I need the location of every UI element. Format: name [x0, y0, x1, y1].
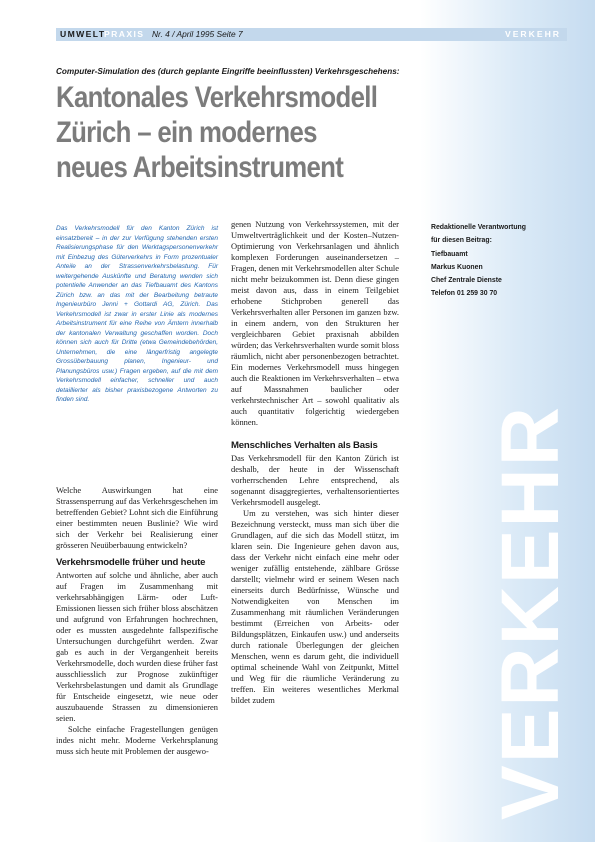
paragraph: Antworten auf solche und ähnliche, aber auch auf Fragen im Zusammenhang mit verkehrsabhängigen Lärm- oder Luft-Emissionen liessen sich früher bloss abschätzen und aufgrund von Erfahrungen hochrechnen, oder es mussten ausgedehnte fallspezifische Untersuchungen durchgeführt werden. Zwar gab es auch in der Vergangenheit bereits Verkehrsmodelle, doch wurden diese früher fast ausschliesslich zur Prognose zukünftiger Verkehrsbelastungen und damit als Grundlage für Entscheide eingesetzt, wie neue oder auszubauende Strassen zu dimensionieren seien.: [56, 570, 218, 723]
headline-line: neues Arbeitsinstrument: [56, 151, 344, 184]
subheading: Verkehrsmodelle früher und heute: [56, 557, 206, 568]
magazine-name-part2: PRAXIS: [104, 29, 145, 39]
credit-phone: Telefon 01 259 30 70: [431, 290, 498, 298]
intro-lead: Das Verkehrsmodell für den Kanton Zürich ist einsatzbereit – in der zur Verfügung stehenden ersten Realisierungsphase für den Werktagspersonenverkehr mit Einbezug des Güterverkehrs in Form prozentualer Anteile an der Strassenverkehrsbelastung. Für weitergehende Auskünfte und Beratung wenden sich potentielle Anwender an das Tiefbauamt des Kantons Zürich bzw. an das mit der Bearbeitung betraute Ingenieurbüro Jenni + Gottardi AG, Zürich. Das Verkehrsmodell ist zwar in erster Linie als modernes Arbeitsinstrument für eine Reihe von Ämtern innerhalb der kantonalen Verwaltung geschaffen worden. Doch können sich auch für Dritte (etwa Gemeindebehörden, Unternehmen, die eine längerfristig angelegte Grossüberbauung planen, Ingenieur- und Planungsbüros usw.) Fragen ergeben, auf die mit dem Verkehrsmodell einfacher, schneller und auch detaillierter als bisher praxisbezogene Antworten zu finden sind.: [56, 225, 218, 403]
magazine-name-part1: UMWELT: [60, 29, 106, 39]
paragraph: Solche einfache Fragestellungen genügen indes nicht mehr. Moderne Verkehrsplanung muss sich heute mit Problemen der ausgewo-: [56, 724, 218, 756]
credit-line: Markus Kuonen: [431, 263, 483, 271]
header-bar: [56, 28, 567, 41]
kicker: Computer-Simulation des (durch geplante Eingriffe beeinflussten) Verkehrsgeschehens:: [56, 67, 400, 76]
paragraph: genen Nutzung von Verkehrssystemen, mit der Umweltverträglichkeit und der Kosten–Nutzen-Optimierung von Verkehrsanlagen und ähnlich komplexen Forderungen auseinandersetzen – Fragen, denen mit Verkehrsmodellen alter Schule nicht mehr beizukommen ist. Denn diese gingen meist davon aus, dass in einem Teilgebiet erhobene Stichproben generell das Verkehrsverhalten aller Personen im ganzen bzw. in einem andern, von den Strukturen her vergleichbaren Gebiet praxisnah abbilden würden; das Verkehrsverhalten wurde somit bloss räumlich, nicht aber personenbezogen betrachtet. Ein modernes Verkehrsmodell muss hingegen auch die Reaktionen im Verkehrsverhalten – etwa auf Massnahmen baulicher oder verkehrstechnischer Art – sowohl qualitativ als auch quantitativ folgerichtig wiedergeben können.: [231, 219, 399, 427]
headline-line: Zürich – ein modernes: [56, 116, 317, 149]
vertical-section-label: VERKEHR: [485, 405, 576, 820]
editorial-credits: [431, 221, 561, 301]
credit-line: Chef Zentrale Dienste: [431, 277, 502, 285]
credit-line: Redaktionelle Verantwortung: [431, 224, 526, 231]
headline-line: Kantonales Verkehrsmodell: [56, 81, 378, 114]
section-label: VERKEHR: [504, 29, 561, 39]
credit-line: für diesen Beitrag:: [431, 237, 492, 245]
headline: [56, 80, 383, 185]
body-column-left: [56, 485, 218, 757]
paragraph: Welche Auswirkungen hat eine Strassensperrung auf das Verkehrsgeschehen im betreffenden Gebiet? Lohnt sich die Einführung einer bestimmten neuen Buslinie? Wie wird sich der Verkehr bei Realisierung einer grösseren Neuüberbauung entwickeln?: [56, 485, 218, 550]
body-column-middle: [231, 219, 399, 706]
subheading: Menschliches Verhalten als Basis: [231, 440, 378, 451]
credit-line: Tiefbauamt: [431, 250, 468, 258]
paragraph: Das Verkehrsmodell für den Kanton Zürich ist deshalb, der heute in der Wissenschaft vorherrschenden Lehre entsprechend, als sogenannt disaggregiertes, verhaltensorientiertes Verkehrsmodell ausgelegt.: [231, 453, 399, 507]
issue-info: Nr. 4 / April 1995 Seite 7: [152, 29, 243, 39]
paragraph: Um zu verstehen, was sich hinter dieser Bezeichnung versteckt, muss man sich über die Grundlagen, auf die sich das Modell stützt, im klaren sein. Die Ingenieure gehen davon aus, dass der Verkehr nicht einfach eine mehr oder weniger zufällig entstehende, zählbare Grösse darstellt; vielmehr wird er seinem Wesen nach einerseits durch Bedürfnisse, Wünsche und Notwendigkeiten von Menschen im Zusammenhang mit räumlichen Veränderungen bestimmt (Erreichen von Arbeits- oder Bildungsplätzen, Einkaufen usw.) und anderseits durch rationale Überlegungen der gleichen Menschen, wenn es darum geht, die individuell optimal scheinende Wahl von Zeitpunkt, Mittel und Weg für die räumliche Veränderung zu treffen. Ein weiteres wesentliches Merkmal bildet zudem: [231, 508, 399, 705]
